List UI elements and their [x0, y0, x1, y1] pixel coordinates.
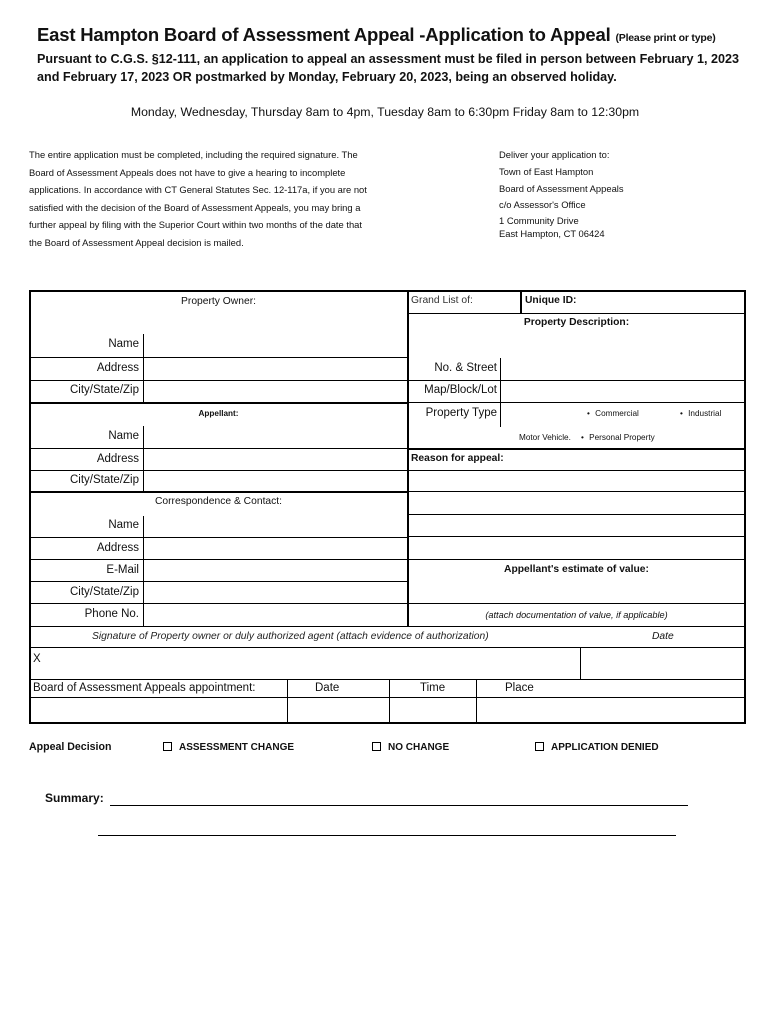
- commercial-label: Commercial: [595, 409, 639, 418]
- owner-name-input[interactable]: [145, 334, 405, 356]
- signature-label: Signature of Property owner or duly authorized agent (attach evidence of authorization): [92, 631, 489, 642]
- appointment-place-input[interactable]: [478, 698, 744, 721]
- delivery-line: 1 Community Drive: [499, 215, 579, 227]
- option-personal-property[interactable]: [581, 433, 655, 442]
- motor-vehicle-label: Motor Vehicle.: [519, 433, 571, 442]
- appointment-place-label: Place: [505, 682, 534, 694]
- property-type-label: Property Type: [425, 407, 497, 419]
- assessment-change-label: ASSESSMENT CHANGE: [179, 742, 295, 753]
- title-text: East Hampton Board of Assessment Appeal -Application to Appeal: [37, 24, 611, 45]
- contact-name-input[interactable]: [145, 516, 405, 536]
- bullet-icon: •: [581, 433, 584, 442]
- filing-deadline-text: Pursuant to C.G.S. §12-111, an application to appeal an assessment must be filed in person between February 1, 2023 and February 17, 2023 OR postmarked by Monday, February 20, 2023, being an observed holiday.: [37, 52, 739, 84]
- estimate-label: Appellant's estimate of value:: [504, 564, 649, 575]
- contact-phone-label: Phone No.: [84, 608, 139, 620]
- property-description-heading: Property Description:: [523, 317, 630, 328]
- office-hours-text: Monday, Wednesday, Thursday 8am to 4pm, Tuesday 8am to 6:30pm Friday 8am to 12:30pm: [130, 105, 640, 119]
- owner-city-label: City/State/Zip: [69, 384, 139, 396]
- contact-phone-input[interactable]: [145, 604, 405, 625]
- appellant-name-input[interactable]: [145, 426, 405, 447]
- signature-date-label: Date: [652, 631, 674, 642]
- delivery-line: Town of East Hampton: [499, 165, 594, 177]
- delivery-line: Board of Assessment Appeals: [499, 182, 624, 194]
- map-block-lot-input[interactable]: [502, 381, 744, 401]
- signature-input[interactable]: [46, 648, 578, 678]
- appointment-date-input[interactable]: [289, 698, 388, 721]
- appellant-city-input[interactable]: [145, 471, 405, 490]
- contact-email-label: E-Mail: [106, 564, 139, 576]
- property-owner-heading: Property Owner:: [181, 296, 256, 307]
- owner-address-input[interactable]: [145, 358, 405, 379]
- intro-paragraph: The entire application must be completed, including the required signature. The Board of Assessment Appeals does not have to give a hearing to incomplete applications. In accordance with CT General Statutes Sec. 12-117a, if you are not satisfied with the decision of the Board of Assessment Appeals, you may bring a further appeal by filing with the Superior Court within two months of the date that the Board of Assessment Appeal decision is mailed.: [29, 149, 367, 248]
- checkbox-icon[interactable]: [372, 742, 381, 751]
- decision-assessment-change[interactable]: [163, 741, 294, 753]
- appointment-label: Board of Assessment Appeals appointment:: [33, 682, 256, 694]
- bullet-icon: •: [680, 409, 683, 418]
- signature-date-input[interactable]: [582, 648, 744, 678]
- street-label: No. & Street: [434, 362, 497, 374]
- option-commercial[interactable]: [587, 409, 639, 418]
- appellant-heading: Appellant:: [198, 409, 239, 418]
- contact-name-label: Name: [108, 519, 139, 531]
- attach-documentation-note: (attach documentation of value, if applicable): [485, 610, 668, 620]
- summary-label: [45, 791, 104, 805]
- appointment-date-label: Date: [315, 682, 340, 694]
- summary-label-text: Summary:: [45, 791, 104, 805]
- owner-city-input[interactable]: [145, 381, 405, 401]
- checkbox-icon[interactable]: [535, 742, 544, 751]
- delivery-line: East Hampton, CT 06424: [499, 228, 605, 240]
- appellant-city-label: City/State/Zip: [69, 474, 139, 486]
- decision-application-denied[interactable]: [535, 741, 659, 753]
- page-title: [37, 24, 716, 46]
- reason-input[interactable]: [409, 471, 744, 558]
- grand-list-label: Grand List of:: [411, 295, 473, 306]
- decision-no-change[interactable]: [372, 741, 449, 753]
- map-block-lot-label: Map/Block/Lot: [424, 384, 497, 396]
- appointment-time-label: Time: [420, 682, 446, 694]
- contact-city-input[interactable]: [145, 582, 405, 602]
- title-note: (Please print or type): [615, 32, 716, 44]
- reason-label: Reason for appeal:: [411, 453, 504, 464]
- contact-email-input[interactable]: [145, 560, 405, 580]
- delivery-heading: Deliver your application to:: [499, 149, 610, 160]
- signature-x-mark: X: [33, 653, 41, 665]
- industrial-label: Industrial: [688, 409, 722, 418]
- estimate-input[interactable]: [409, 580, 744, 602]
- street-input[interactable]: [502, 358, 744, 379]
- checkbox-icon[interactable]: [163, 742, 172, 751]
- contact-address-label: Address: [96, 542, 139, 554]
- appellant-address-label: Address: [96, 453, 139, 465]
- appointment-time-input[interactable]: [391, 698, 475, 721]
- appeal-decision-label: Appeal Decision: [29, 741, 112, 753]
- option-motor-vehicle[interactable]: [519, 433, 571, 442]
- contact-address-input[interactable]: [145, 538, 405, 558]
- option-industrial[interactable]: [680, 409, 721, 418]
- application-denied-label: APPLICATION DENIED: [551, 742, 659, 753]
- personal-property-label: Personal Property: [589, 433, 655, 442]
- no-change-label: NO CHANGE: [388, 742, 450, 753]
- summary-line-2[interactable]: [98, 835, 676, 836]
- correspondence-heading: Correspondence & Contact:: [154, 496, 283, 507]
- contact-city-label: City/State/Zip: [69, 586, 139, 598]
- owner-address-label: Address: [96, 362, 139, 374]
- bullet-icon: •: [587, 409, 590, 418]
- summary-line-1[interactable]: [110, 805, 688, 806]
- delivery-line: c/o Assessor's Office: [499, 199, 586, 211]
- unique-id-text: Unique ID:: [525, 295, 577, 306]
- appellant-address-input[interactable]: [145, 449, 405, 469]
- unique-id-label: [525, 295, 576, 306]
- appellant-name-label: Name: [108, 430, 139, 442]
- delivery-address: [499, 147, 739, 241]
- owner-name-label: Name: [108, 338, 139, 350]
